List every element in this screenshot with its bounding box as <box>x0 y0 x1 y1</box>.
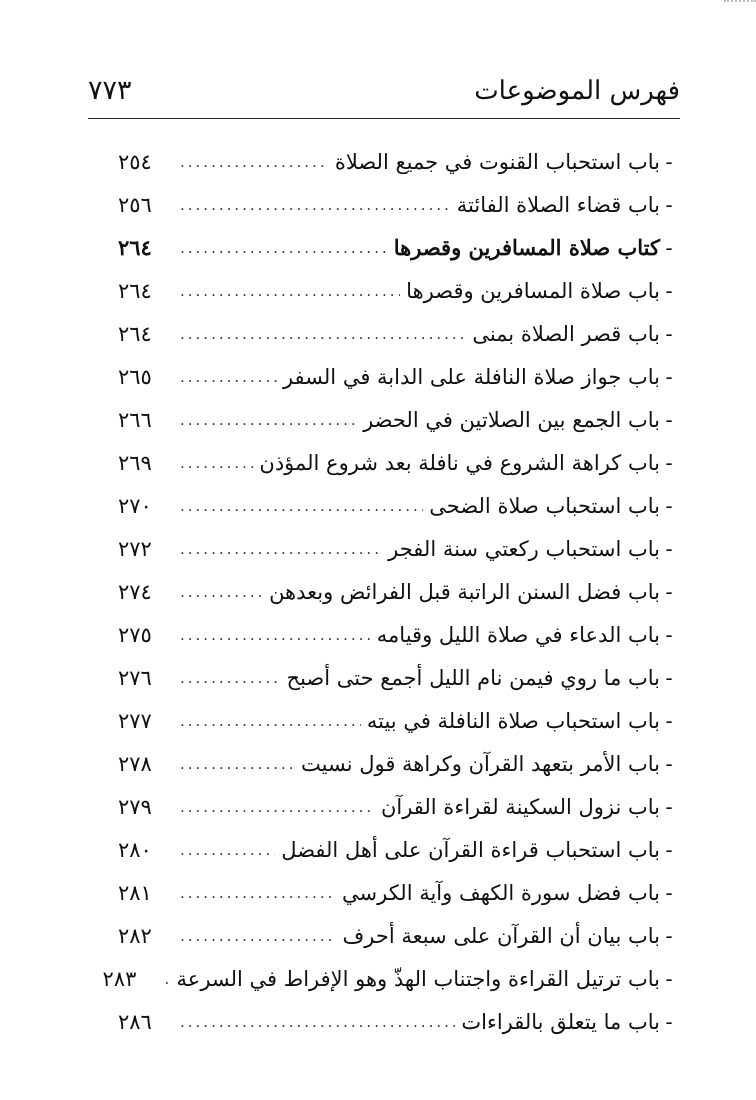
toc-entry <box>118 355 678 398</box>
table-of-contents <box>102 140 678 1043</box>
toc-entry-page: ٢٧٤ <box>118 579 152 604</box>
toc-entry-page: ٢٧٨ <box>118 751 152 776</box>
toc-entry <box>102 957 678 1000</box>
dot-leader <box>174 153 329 171</box>
toc-entry-dash: - <box>665 579 673 604</box>
toc-entry <box>118 398 678 441</box>
toc-entry-dash: - <box>665 966 673 991</box>
header-rule <box>88 118 680 119</box>
toc-entry <box>118 1000 678 1043</box>
toc-entry-page: ٢٦٦ <box>118 407 152 432</box>
toc-entry-dash: - <box>665 1009 673 1034</box>
dot-leader <box>174 884 336 902</box>
toc-entry-title: باب استحباب قراءة القرآن على أهل الفضل <box>281 837 660 862</box>
toc-entry-title: باب ما روي فيمن نام الليل أجمع حتى أصبح <box>286 665 660 690</box>
toc-entry-dash: - <box>665 536 673 561</box>
toc-entry-dash: - <box>665 923 673 948</box>
toc-entry-dash: - <box>665 837 673 862</box>
toc-entry <box>118 441 678 484</box>
toc-entry-title: باب نزول السكينة لقراءة القرآن <box>380 794 660 819</box>
toc-entry-title: باب استحباب ركعتي سنة الفجر <box>388 536 660 561</box>
toc-entry-page: ٢٧٠ <box>118 493 152 518</box>
toc-entry-title: باب استحباب صلاة الضحى <box>429 493 660 518</box>
toc-entry-page: ٢٦٥ <box>118 364 152 389</box>
toc-entry-page: ٢٦٩ <box>118 450 152 475</box>
page-header <box>88 72 680 118</box>
toc-entry-title: باب صلاة المسافرين وقصرها <box>406 278 660 303</box>
toc-entry <box>118 312 678 355</box>
toc-entry-title: باب الجمع بين الصلاتين في الحضر <box>363 407 660 432</box>
toc-entry-dash: - <box>665 192 673 217</box>
dot-leader <box>174 325 466 343</box>
dot-leader <box>174 368 277 386</box>
dot-leader <box>174 411 357 429</box>
toc-entry-title: باب استحباب صلاة النافلة في بيته <box>366 708 660 733</box>
toc-entry-title: باب ما يتعلق بالقراءات <box>461 1009 660 1034</box>
toc-entry-title: باب بيان أن القرآن على سبعة أحرف <box>342 923 660 948</box>
dot-leader <box>174 239 388 257</box>
page-title: فهرس الموضوعات <box>474 76 680 106</box>
dot-leader <box>174 626 371 644</box>
toc-entry-title: باب ترتيل القراءة واجتناب الهذّ وهو الإفراط في السرعة <box>176 966 660 991</box>
toc-entry-title: باب فضل سورة الكهف وآية الكرسي <box>342 880 660 905</box>
toc-entry <box>118 226 678 269</box>
toc-entry <box>118 183 678 226</box>
dot-leader <box>174 927 336 945</box>
dot-leader <box>174 669 281 687</box>
toc-entry-dash: - <box>665 278 673 303</box>
toc-entry-dash: - <box>665 450 673 475</box>
dot-leader <box>174 454 253 472</box>
toc-entry <box>118 140 678 183</box>
page-number: ٧٧٣ <box>88 75 132 106</box>
toc-entry-title: باب استحباب القنوت في جميع الصلاة <box>334 149 660 174</box>
toc-entry <box>118 484 678 527</box>
toc-entry <box>118 613 678 656</box>
toc-entry-title: كتاب صلاة المسافرين وقصرها <box>393 235 660 260</box>
toc-entry <box>118 656 678 699</box>
toc-entry-dash: - <box>665 407 673 432</box>
toc-entry-page: ٢٦٤ <box>118 321 152 346</box>
toc-entry-page: ٢٧٧ <box>118 708 152 733</box>
dot-leader <box>174 841 275 859</box>
dot-leader <box>174 583 263 601</box>
scan-corner-mark <box>724 0 756 10</box>
dot-leader <box>174 798 375 816</box>
toc-entry-title: باب فضل السنن الراتبة قبل الفرائض وبعدهن <box>269 579 660 604</box>
dot-leader <box>159 970 171 988</box>
toc-entry-dash: - <box>665 880 673 905</box>
toc-entry-dash: - <box>665 149 673 174</box>
toc-entry-page: ٢٨١ <box>118 880 152 905</box>
toc-entry-page: ٢٨٠ <box>118 837 152 862</box>
toc-entry-page: ٢٧٥ <box>118 622 152 647</box>
toc-entry-title: باب كراهة الشروع في نافلة بعد شروع المؤذن <box>259 450 660 475</box>
toc-entry-page: ٢٧٢ <box>118 536 152 561</box>
toc-entry-title: باب قصر الصلاة بمنى <box>472 321 660 346</box>
toc-entry-dash: - <box>665 364 673 389</box>
toc-entry-dash: - <box>665 235 673 260</box>
toc-entry-page: ٢٨٦ <box>118 1009 152 1034</box>
toc-entry <box>118 570 678 613</box>
toc-entry-page: ٢٧٩ <box>118 794 152 819</box>
toc-entry <box>118 699 678 742</box>
toc-entry <box>118 828 678 871</box>
toc-entry-page: ٢٦٤ <box>118 278 152 303</box>
toc-entry-page: ٢٨٣ <box>102 966 137 991</box>
toc-entry <box>118 871 678 914</box>
toc-entry <box>118 527 678 570</box>
toc-entry-dash: - <box>665 493 673 518</box>
toc-entry <box>118 742 678 785</box>
toc-entry <box>118 269 678 312</box>
toc-entry-page: ٢٧٦ <box>118 665 152 690</box>
toc-entry-title: باب الدعاء في صلاة الليل وقيامه <box>376 622 660 647</box>
toc-entry-dash: - <box>665 751 673 776</box>
toc-entry-page: ٢٨٢ <box>118 923 152 948</box>
dot-leader <box>174 497 423 515</box>
dot-leader <box>174 540 382 558</box>
toc-entry-dash: - <box>665 708 673 733</box>
toc-entry-dash: - <box>665 321 673 346</box>
toc-entry-page: ٢٦٤ <box>118 235 152 260</box>
dot-leader <box>174 282 400 300</box>
toc-entry <box>118 914 678 957</box>
toc-entry-title: باب قضاء الصلاة الفائتة <box>456 192 660 217</box>
toc-entry-title: باب الأمر بتعهد القرآن وكراهة قول نسيت <box>301 751 660 776</box>
dot-leader <box>174 1013 455 1031</box>
toc-entry-page: ٢٥٦ <box>118 192 152 217</box>
toc-entry-page: ٢٥٤ <box>118 149 152 174</box>
dot-leader <box>174 755 295 773</box>
dot-leader <box>174 712 361 730</box>
toc-entry-dash: - <box>665 665 673 690</box>
dot-leader <box>174 196 451 214</box>
toc-entry-dash: - <box>665 622 673 647</box>
toc-entry-dash: - <box>665 794 673 819</box>
toc-entry <box>118 785 678 828</box>
toc-entry-title: باب جواز صلاة النافلة على الدابة في السفر <box>282 364 660 389</box>
